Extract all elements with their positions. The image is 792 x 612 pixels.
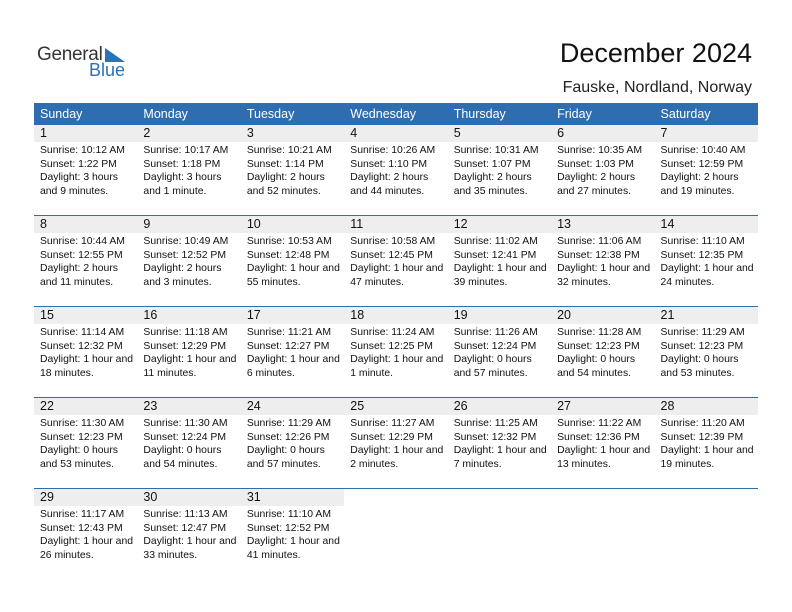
day-daylight1: Daylight: 2 hours [40, 263, 118, 274]
day-daylight2: 47 minutes. [350, 276, 404, 288]
day-sunset: Sunset: 12:55 PM [40, 249, 123, 261]
day-sunset: Sunset: 12:36 PM [557, 431, 640, 443]
day-number: 2 [143, 126, 151, 140]
calendar-week [34, 216, 758, 307]
day-sunset: Sunset: 12:29 PM [350, 431, 433, 443]
day-sunrise: Sunrise: 10:49 AM [143, 236, 229, 247]
day-daylight1: Daylight: 1 hour and [453, 263, 547, 274]
day-number: 5 [453, 126, 461, 140]
day-number: 10 [246, 217, 261, 231]
day-sunset: Sunset: 12:43 PM [40, 522, 123, 534]
day-sunset: Sunset: 12:25 PM [350, 340, 433, 352]
day-cell [137, 233, 240, 289]
day-daylight2: 7 minutes. [453, 458, 502, 470]
day-sunrise: Sunrise: 11:10 AM [660, 236, 745, 247]
day-sunrise: Sunrise: 11:02 AM [453, 236, 538, 247]
day-sunset: Sunset: 12:32 PM [453, 431, 537, 443]
day-cell [241, 142, 344, 198]
week-info-row [34, 142, 758, 198]
day-sunset: Sunset: 12:23 PM [40, 431, 123, 443]
day-sunrise: Sunrise: 10:53 AM [246, 236, 332, 247]
day-sunrise: Sunrise: 11:10 AM [246, 509, 331, 520]
day-sunset: Sunset: 1:22 PM [40, 158, 117, 170]
day-cell [655, 142, 758, 198]
day-number: 27 [557, 399, 572, 413]
day-sunset: Sunset: 12:47 PM [143, 522, 227, 534]
day-sunset: Sunset: 12:23 PM [660, 340, 744, 352]
day-sunrise: Sunrise: 10:40 AM [660, 145, 746, 156]
day-sunset: Sunset: 12:23 PM [557, 340, 640, 352]
day-daylight1: Daylight: 1 hour and [40, 536, 133, 547]
day-cell [655, 324, 758, 380]
day-number: 18 [350, 308, 365, 322]
day-cell [448, 506, 551, 562]
day-number: 1 [40, 126, 47, 140]
day-number: 6 [557, 126, 565, 140]
day-sunrise: Sunrise: 11:18 AM [143, 327, 228, 338]
day-sunrise: Sunrise: 10:21 AM [246, 145, 332, 156]
brand-logo [37, 44, 137, 84]
day-cell [34, 506, 137, 562]
day-sunrise: Sunrise: 11:17 AM [40, 509, 125, 520]
day-cell [34, 233, 137, 289]
day-daylight1: Daylight: 1 hour and [660, 263, 754, 274]
day-cell [34, 324, 137, 380]
day-number: 9 [143, 217, 151, 231]
day-cell [448, 324, 551, 380]
day-number: 7 [660, 126, 668, 140]
day-sunrise: Sunrise: 11:22 AM [557, 418, 642, 429]
day-number: 21 [660, 308, 675, 322]
day-daylight2: and 3 minutes. [143, 276, 212, 288]
week-info-row [34, 324, 758, 380]
day-cell [34, 415, 137, 471]
day-cell [344, 324, 447, 380]
day-sunrise: Sunrise: 10:26 AM [350, 145, 436, 156]
brand-word-blue: Blue [89, 60, 126, 80]
day-cell [241, 233, 344, 289]
day-sunset: Sunset: 12:27 PM [246, 340, 330, 352]
weekday-monday: Monday [143, 107, 188, 121]
day-sunrise: Sunrise: 11:20 AM [660, 418, 745, 429]
day-sunrise: Sunrise: 11:30 AM [40, 418, 125, 429]
day-sunset: Sunset: 12:26 PM [246, 431, 330, 443]
day-sunset: Sunset: 12:32 PM [40, 340, 123, 352]
weekday-saturday: Saturday [660, 107, 711, 121]
day-daylight2: and 54 minutes. [557, 367, 632, 379]
day-number: 19 [453, 308, 468, 322]
day-daylight2: 2 minutes. [350, 458, 399, 470]
day-sunrise: Sunrise: 11:06 AM [557, 236, 642, 247]
day-daylight2: and 53 minutes. [660, 367, 735, 379]
day-cell [137, 142, 240, 198]
weekday-wednesday: Wednesday [350, 107, 417, 121]
day-sunset: Sunset: 1:18 PM [143, 158, 221, 170]
day-cell [241, 324, 344, 380]
day-sunset: Sunset: 12:41 PM [453, 249, 537, 261]
day-daylight1: Daylight: 2 hours [350, 172, 429, 183]
day-sunrise: Sunrise: 11:14 AM [40, 327, 125, 338]
day-daylight2: 26 minutes. [40, 549, 94, 561]
day-number: 20 [557, 308, 572, 322]
day-number: 16 [143, 308, 158, 322]
day-daylight1: Daylight: 1 hour and [350, 445, 444, 456]
day-number: 24 [246, 399, 261, 413]
day-daylight2: and 35 minutes. [453, 185, 528, 197]
day-cell [655, 233, 758, 289]
day-daylight1: Daylight: 0 hours [40, 445, 118, 456]
day-cell [448, 415, 551, 471]
calendar-weeks [34, 125, 758, 579]
day-sunset: Sunset: 12:24 PM [143, 431, 227, 443]
day-sunset: Sunset: 12:48 PM [246, 249, 330, 261]
day-daylight2: and 19 minutes. [660, 185, 735, 197]
day-daylight1: Daylight: 2 hours [557, 172, 636, 183]
day-daylight2: 55 minutes. [246, 276, 301, 288]
day-daylight2: 41 minutes. [246, 549, 301, 561]
day-sunset: Sunset: 12:45 PM [350, 249, 433, 261]
week-info-row [34, 233, 758, 289]
day-sunrise: Sunrise: 11:21 AM [246, 327, 331, 338]
day-daylight1: Daylight: 1 hour and [350, 354, 444, 365]
day-sunrise: Sunrise: 11:29 AM [660, 327, 745, 338]
day-cell [241, 506, 344, 562]
day-sunrise: Sunrise: 11:27 AM [350, 418, 435, 429]
day-cell [137, 324, 240, 380]
calendar-week [34, 307, 758, 398]
day-sunset: Sunset: 1:14 PM [246, 158, 324, 170]
day-cell [655, 506, 758, 562]
empty-day [448, 489, 551, 506]
day-cell [344, 142, 447, 198]
weekday-sunday: Sunday [40, 107, 83, 121]
day-daylight1: Daylight: 1 hour and [246, 536, 340, 547]
day-sunset: Sunset: 1:03 PM [557, 158, 634, 170]
day-sunrise: Sunrise: 11:13 AM [143, 509, 228, 520]
day-sunset: Sunset: 12:29 PM [143, 340, 227, 352]
day-cell [551, 415, 654, 471]
day-sunrise: Sunrise: 11:30 AM [143, 418, 228, 429]
day-sunset: Sunset: 12:52 PM [246, 522, 330, 534]
day-number: 30 [143, 490, 158, 504]
day-daylight2: and 11 minutes. [40, 276, 114, 288]
day-sunset: Sunset: 12:24 PM [453, 340, 537, 352]
day-daylight1: Daylight: 1 hour and [660, 445, 754, 456]
page-title: December 2024 [559, 38, 752, 68]
weekday-tuesday: Tuesday [246, 107, 295, 121]
day-sunrise: Sunrise: 10:31 AM [453, 145, 539, 156]
day-cell [551, 233, 654, 289]
day-sunrise: Sunrise: 10:35 AM [557, 145, 643, 156]
day-daylight2: 6 minutes. [246, 367, 295, 379]
day-number: 25 [350, 399, 365, 413]
day-number: 3 [246, 126, 254, 140]
day-number: 17 [246, 308, 261, 322]
day-sunset: Sunset: 12:52 PM [143, 249, 227, 261]
day-daylight2: and 1 minute. [143, 185, 207, 197]
day-daylight1: Daylight: 1 hour and [246, 354, 340, 365]
day-cell [655, 415, 758, 471]
day-daylight2: and 27 minutes. [557, 185, 632, 197]
day-number: 28 [660, 399, 675, 413]
day-sunset: Sunset: 12:39 PM [660, 431, 744, 443]
day-daylight1: Daylight: 1 hour and [557, 445, 651, 456]
day-daylight1: Daylight: 1 hour and [143, 354, 237, 365]
day-sunrise: Sunrise: 10:44 AM [40, 236, 125, 247]
calendar [34, 103, 758, 579]
empty-day [344, 489, 447, 506]
day-daylight1: Daylight: 0 hours [143, 445, 222, 456]
day-daylight2: and 53 minutes. [40, 458, 114, 470]
day-daylight1: Daylight: 0 hours [453, 354, 532, 365]
day-daylight2: 19 minutes. [660, 458, 715, 470]
calendar-week [34, 125, 758, 216]
day-daylight2: 11 minutes. [143, 367, 197, 379]
day-daylight2: 18 minutes. [40, 367, 94, 379]
day-sunrise: Sunrise: 11:28 AM [557, 327, 642, 338]
day-cell [344, 506, 447, 562]
week-date-row [34, 398, 758, 415]
day-sunset: Sunset: 1:10 PM [350, 158, 428, 170]
location-subtitle: Fauske, Nordland, Norway [562, 79, 752, 96]
day-daylight2: 32 minutes. [557, 276, 611, 288]
day-cell [34, 142, 137, 198]
week-date-row [34, 307, 758, 324]
day-sunrise: Sunrise: 11:26 AM [453, 327, 538, 338]
calendar-week [34, 489, 758, 579]
day-daylight2: 39 minutes. [453, 276, 508, 288]
day-sunrise: Sunrise: 11:24 AM [350, 327, 435, 338]
day-number: 13 [557, 217, 572, 231]
day-daylight2: and 9 minutes. [40, 185, 109, 197]
day-daylight2: and 52 minutes. [246, 185, 321, 197]
day-daylight1: Daylight: 1 hour and [557, 263, 651, 274]
day-sunrise: Sunrise: 10:12 AM [40, 145, 125, 156]
day-sunset: Sunset: 12:38 PM [557, 249, 640, 261]
day-number: 23 [143, 399, 158, 413]
day-cell [551, 324, 654, 380]
week-date-row [34, 125, 758, 142]
day-number: 4 [350, 126, 358, 140]
weekday-friday: Friday [557, 107, 592, 121]
day-cell [344, 415, 447, 471]
day-sunrise: Sunrise: 10:17 AM [143, 145, 229, 156]
day-number: 15 [40, 308, 54, 322]
calendar-week [34, 398, 758, 489]
day-cell [137, 506, 240, 562]
day-number: 12 [453, 217, 468, 231]
day-daylight1: Daylight: 2 hours [246, 172, 325, 183]
empty-day [655, 489, 758, 506]
day-daylight1: Daylight: 3 hours [40, 172, 118, 183]
day-sunrise: Sunrise: 11:25 AM [453, 418, 538, 429]
day-daylight2: 33 minutes. [143, 549, 198, 561]
day-cell [241, 415, 344, 471]
day-daylight1: Daylight: 1 hour and [453, 445, 547, 456]
day-daylight1: Daylight: 0 hours [246, 445, 325, 456]
week-date-row [34, 216, 758, 233]
day-sunset: Sunset: 12:35 PM [660, 249, 744, 261]
weekday-header [34, 103, 758, 125]
day-sunrise: Sunrise: 11:29 AM [246, 418, 331, 429]
week-date-row [34, 489, 758, 506]
day-daylight2: 1 minute. [350, 367, 394, 379]
day-daylight2: 13 minutes. [557, 458, 611, 470]
day-cell [448, 233, 551, 289]
day-daylight1: Daylight: 2 hours [660, 172, 739, 183]
day-daylight1: Daylight: 1 hour and [246, 263, 340, 274]
day-cell [137, 415, 240, 471]
day-daylight1: Daylight: 0 hours [660, 354, 739, 365]
day-cell [344, 233, 447, 289]
day-daylight2: and 54 minutes. [143, 458, 218, 470]
day-daylight2: 24 minutes. [660, 276, 715, 288]
day-number: 22 [40, 399, 54, 413]
day-daylight1: Daylight: 1 hour and [143, 536, 237, 547]
day-daylight1: Daylight: 1 hour and [350, 263, 444, 274]
day-daylight2: and 57 minutes. [453, 367, 528, 379]
day-number: 8 [40, 217, 47, 231]
day-daylight1: Daylight: 3 hours [143, 172, 222, 183]
week-info-row [34, 415, 758, 471]
weekday-thursday: Thursday [453, 107, 506, 121]
day-number: 14 [660, 217, 675, 231]
day-daylight1: Daylight: 0 hours [557, 354, 636, 365]
day-daylight1: Daylight: 2 hours [453, 172, 532, 183]
day-number: 26 [453, 399, 468, 413]
brand-word-general: General [37, 44, 103, 65]
day-cell [551, 142, 654, 198]
day-daylight2: and 44 minutes. [350, 185, 425, 197]
day-cell [551, 506, 654, 562]
day-daylight1: Daylight: 2 hours [143, 263, 222, 274]
day-sunset: Sunset: 12:59 PM [660, 158, 744, 170]
day-sunrise: Sunrise: 10:58 AM [350, 236, 436, 247]
empty-day [551, 489, 654, 506]
day-daylight1: Daylight: 1 hour and [40, 354, 133, 365]
week-info-row [34, 506, 758, 562]
day-number: 31 [246, 490, 261, 504]
day-cell [448, 142, 551, 198]
day-sunset: Sunset: 1:07 PM [453, 158, 531, 170]
day-number: 11 [350, 217, 364, 231]
day-daylight2: and 57 minutes. [246, 458, 321, 470]
day-number: 29 [40, 490, 54, 504]
